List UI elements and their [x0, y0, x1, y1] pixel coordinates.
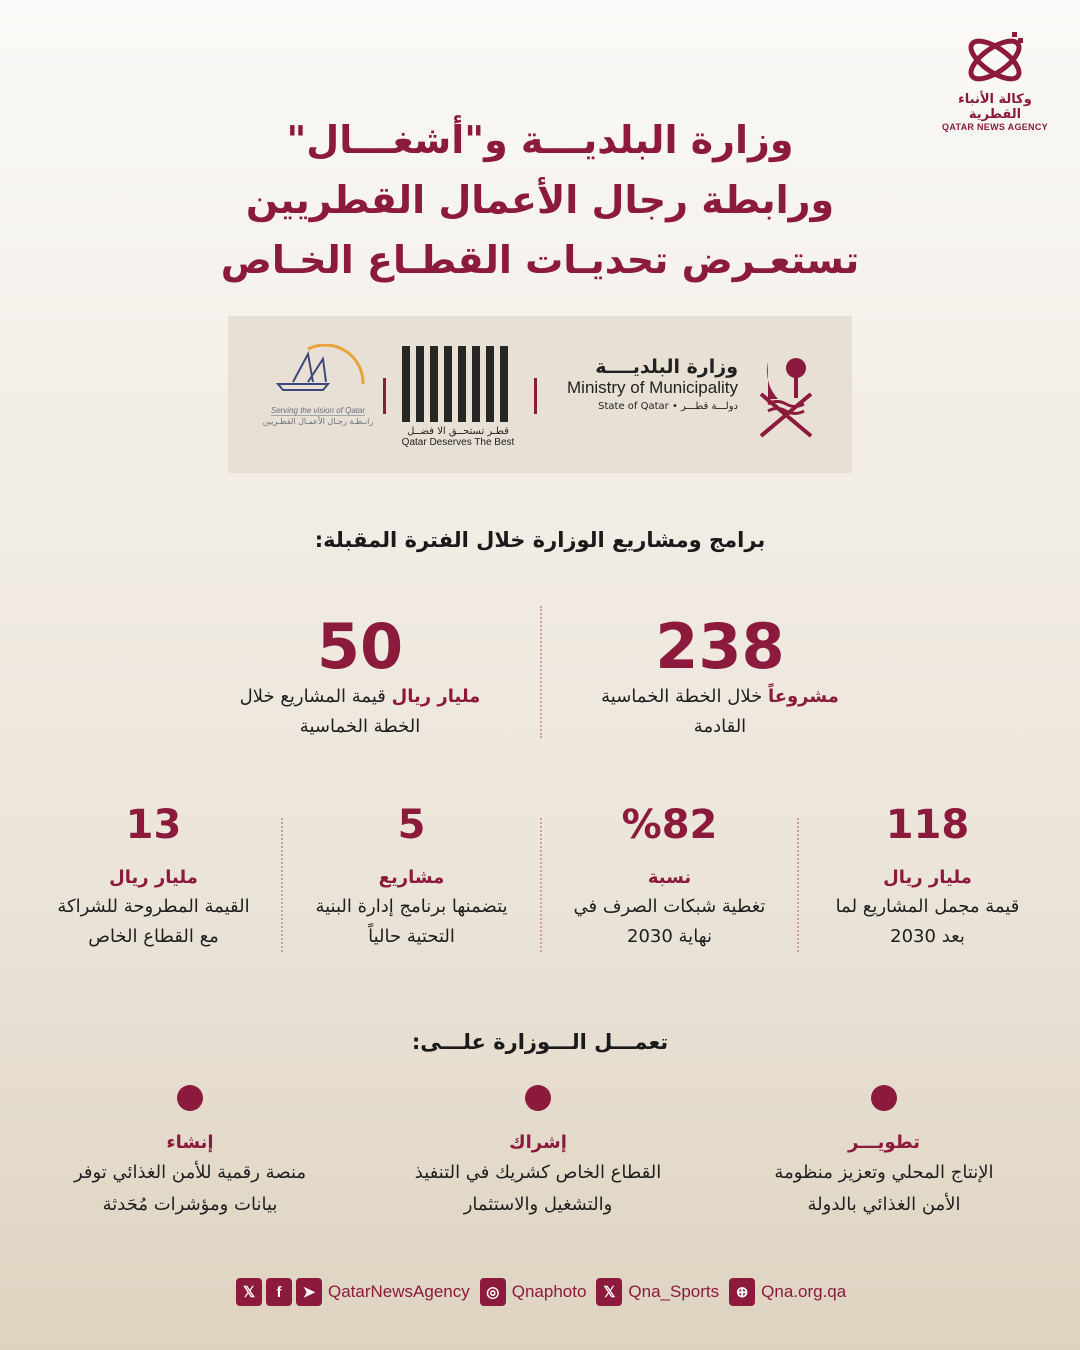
dhow-ship-icon [268, 344, 368, 394]
title-line-1: وزارة البلديـــة و"أشغـــال" [286, 118, 794, 162]
work-item-develop: تطويـــر الإنتاج المحلي وتعزيز منظومة الأمن الغذائي بالدولة [719, 1085, 1049, 1221]
x-icon[interactable]: 𝕏 [236, 1278, 262, 1306]
globe-icon[interactable]: ⊕ [729, 1278, 755, 1306]
work-item-engage: إشراك القطاع الخاص كشريك في التنفيذ والتشغيل والاستثمار [373, 1085, 703, 1221]
stat-value: 50 [316, 610, 404, 683]
stat-value: 238 [655, 610, 785, 683]
ashghal-logo: قطـر تستحــق الا فضــل Qatar Deserves The Best [388, 346, 528, 448]
page-title [0, 110, 1080, 290]
stat-divider [797, 818, 799, 952]
website-link[interactable]: Qna.org.qa [761, 1282, 847, 1301]
stat-5: 5 مشاريع يتضمنها برنامج إدارة البنية التحتية حالياً [315, 802, 508, 947]
bullet-dot-icon [525, 1085, 551, 1111]
stat-divider [540, 606, 542, 738]
title-line-2: ورابطة رجال الأعمال القطريين [245, 178, 835, 222]
stat-82: %82 نسبة تغطية شبكات الصرف في نهاية 2030 [573, 802, 766, 947]
stat-value-billion: 50 مليار ريال قيمة المشاريع خلال الخطة الخماسية [200, 612, 520, 742]
ashghal-mark-icon [402, 346, 514, 422]
handle-photo-link[interactable]: Qnaphoto [511, 1282, 587, 1301]
stat-projects: 238 مشروعاً خلال الخطة الخماسية القادمة [560, 612, 880, 742]
qatar-emblem-icon [756, 354, 816, 439]
bullet-dot-icon [177, 1085, 203, 1111]
x-sports-icon[interactable]: 𝕏 [596, 1278, 622, 1306]
agency-name-en: QATAR NEWS AGENCY [942, 122, 1048, 132]
stat-118: 118 مليار ريال قيمة مجمل المشاريع لما بعد 2030 [835, 802, 1020, 947]
facebook-icon[interactable]: f [266, 1278, 292, 1306]
logo-divider [383, 378, 386, 414]
social-footer [236, 1277, 852, 1307]
ministry-logo: وزارة البلديــــة Ministry of Municipality State of Qatar • دولـــة قطـــر [567, 356, 738, 412]
instagram-icon[interactable]: ◎ [480, 1278, 506, 1306]
works-heading: تعمـــل الـــوزارة علـــى: [411, 1030, 669, 1054]
partner-logos-banner [228, 316, 852, 473]
stat-13: 13 مليار ريال القيمة المطروحة للشراكة مع القطاع الخاص [57, 802, 250, 947]
programs-heading: برامج ومشاريع الوزارة خلال الفترة المقبلة: [314, 528, 766, 552]
agency-name-ar: وكالة الأنباء القطرية [958, 92, 1032, 122]
bullet-dot-icon [871, 1085, 897, 1111]
telegram-icon[interactable]: ➤ [296, 1278, 322, 1306]
stat-divider [540, 818, 542, 952]
qba-logo: Serving the vision of Qatar رابـطـة رجـال الأعمـال القطـريين [258, 344, 378, 427]
work-item-create: إنشاء منصة رقمية للأمن الغذائي توفر بيانات ومؤشرات مُحَدثة [25, 1085, 355, 1221]
handle-sports-link[interactable]: Qna_Sports [628, 1282, 720, 1301]
title-line-3: تستعـرض تحديـات القطـاع الخـاص [220, 238, 860, 282]
logo-divider [534, 378, 537, 414]
qna-emblem-icon [960, 28, 1030, 90]
handle-main-link[interactable]: QatarNewsAgency [328, 1282, 470, 1301]
